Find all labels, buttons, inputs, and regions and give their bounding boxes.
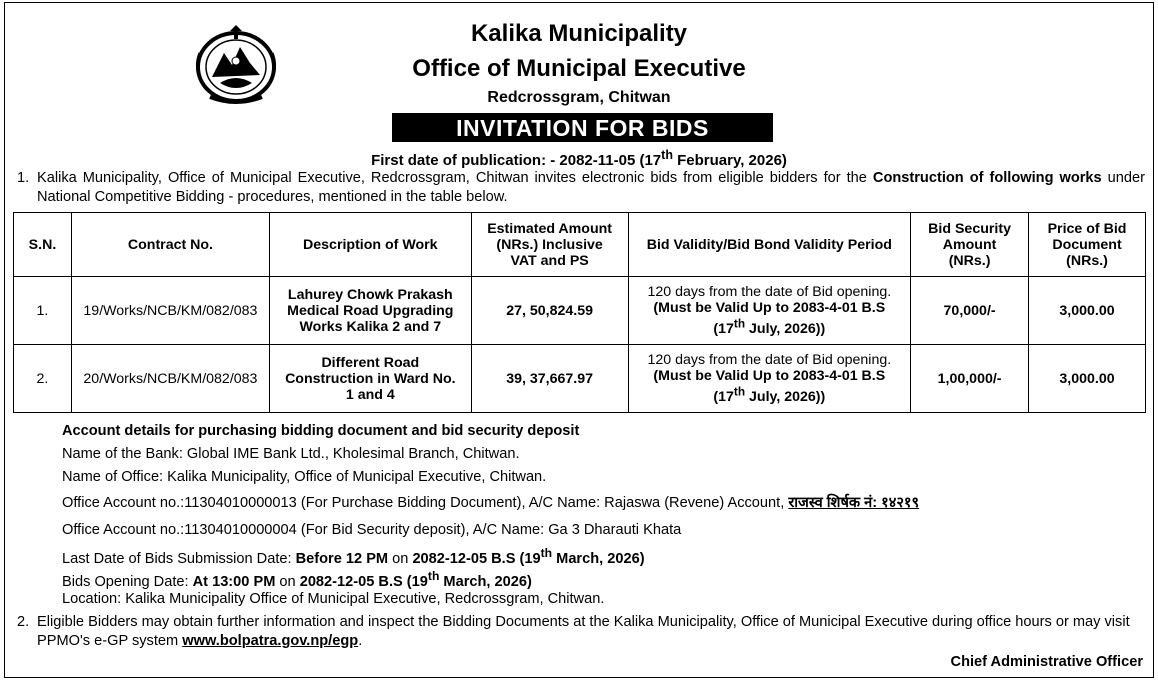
account-line-2: Office Account no.:11304010000004 (For Bid Security deposit), A/C Name: Ga 3 Dharauti Khata: [62, 522, 682, 538]
col-header-sn: S.N.: [14, 213, 72, 277]
paragraph-text: Eligible Bidders may obtain further information and inspect the Bidding Documents at the Kalika Municipality, Office of Municipal Executive during office hours or may visit PPMO's e-GP system www.bolpatra.gov.np/egp.: [37, 614, 1130, 649]
bank-name: Name of the Bank: Global IME Bank Ltd., Kholesimal Branch, Chitwan.: [62, 446, 520, 462]
invitation-banner: INVITATION FOR BIDS: [392, 113, 773, 142]
bids-table: [13, 212, 1146, 413]
cell-contract: 19/Works/NCB/KM/082/083: [71, 277, 269, 345]
signatory-title: Chief Administrative Officer: [950, 654, 1143, 670]
notice-page: [4, 2, 1154, 678]
col-header-validity: Bid Validity/Bid Bond Validity Period: [628, 213, 911, 277]
cell-validity: 120 days from the date of Bid opening. (Must be Valid Up to 2083-4-01 B.S (17th July, 2026)): [628, 345, 911, 413]
paragraph-number: 2.: [17, 614, 30, 630]
cell-contract: 20/Works/NCB/KM/082/083: [71, 345, 269, 413]
table-header-row: [14, 213, 1146, 277]
cell-price: 3,000.00: [1029, 345, 1146, 413]
municipality-name: Kalika Municipality: [470, 20, 688, 47]
opening-date: Bids Opening Date: At 13:00 PM on 2082-12-05 B.S (19th March, 2026): [62, 569, 532, 590]
account-details-title: Account details for purchasing bidding document and bid security deposit: [62, 423, 580, 439]
cell-security: 1,00,000/-: [911, 345, 1029, 413]
cell-description: Lahurey Chowk Prakash Medical Road Upgrading Works Kalika 2 and 7: [269, 277, 471, 345]
cell-estimate: 39, 37,667.97: [471, 345, 628, 413]
cell-security: 70,000/-: [911, 277, 1029, 345]
col-header-estimate: Estimated Amount (NRs.) Inclusive VAT and PS: [471, 213, 628, 277]
paragraph-1: [17, 169, 1145, 207]
office-name: Office of Municipal Executive: [412, 55, 746, 82]
cell-description: Different Road Construction in Ward No. 1 and 4: [269, 345, 471, 413]
cell-sn: 2.: [14, 345, 72, 413]
publication-date: First date of publication: - 2082-11-05 (17th February, 2026): [371, 148, 787, 169]
cell-validity: 120 days from the date of Bid opening. (Must be Valid Up to 2083-4-01 B.S (17th July, 2026)): [628, 277, 911, 345]
paragraph-number: 1.: [17, 170, 30, 186]
paragraph-2: [17, 613, 1145, 651]
cell-sn: 1.: [14, 277, 72, 345]
cell-estimate: 27, 50,824.59: [471, 277, 628, 345]
revenue-code: राजस्व शिर्षक नं: १४२१९: [788, 495, 920, 511]
account-line-1: Office Account no.:11304010000013 (For Purchase Bidding Document), A/C Name: Rajaswa (Revene) Account, राजस्व शिर्षक नं: १४२१९: [62, 495, 920, 511]
location-line: Location: Kalika Municipality Office of Municipal Executive, Redcrossgram, Chitwan.: [62, 591, 605, 607]
office-name-line: Name of Office: Kalika Municipality, Office of Municipal Executive, Chitwan.: [62, 469, 547, 485]
paragraph-text: Kalika Municipality, Office of Municipal Executive, Redcrossgram, Chitwan invites electronic bids from eligible bidders for the Construction of following works under National Competitive Bidding - procedures, mentioned in the table below.: [37, 170, 1145, 205]
col-header-contract: Contract No.: [71, 213, 269, 277]
office-location: Redcrossgram, Chitwan: [487, 89, 671, 106]
table-row: [14, 345, 1146, 413]
col-header-description: Description of Work: [269, 213, 471, 277]
submission-deadline: Last Date of Bids Submission Date: Before 12 PM on 2082-12-05 B.S (19th March, 2026): [62, 546, 645, 567]
cell-price: 3,000.00: [1029, 277, 1146, 345]
table-row: [14, 277, 1146, 345]
col-header-price: Price of Bid Document (NRs.): [1029, 213, 1146, 277]
col-header-security: Bid Security Amount (NRs.): [911, 213, 1029, 277]
egp-link[interactable]: www.bolpatra.gov.np/egp: [182, 633, 359, 649]
